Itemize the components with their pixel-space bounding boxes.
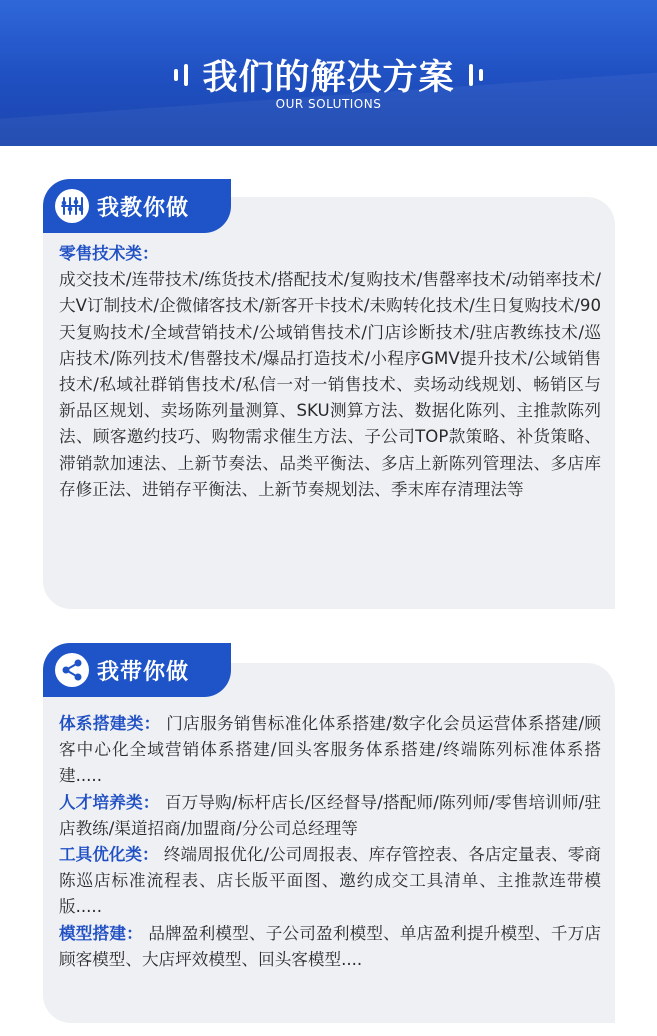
list-item <box>59 921 601 973</box>
title-row <box>0 50 657 100</box>
header-banner <box>0 0 657 146</box>
title-deco-left <box>174 60 188 90</box>
card-lead <box>43 663 615 1023</box>
page-title: 我们的解决方案 <box>202 58 455 98</box>
category-text: 终端周报优化/公司周报表、库存管控表、各店定量表、零商陈巡店标准流程表、店长版平面图、邀约成交工具清单、主推款连带模版..... <box>59 845 601 917</box>
tag-teach-label: 我教你做 <box>97 195 190 221</box>
card-teach-body <box>59 241 601 503</box>
list-item <box>59 711 601 790</box>
tag-teach <box>43 179 231 233</box>
category-label: 模型搭建： <box>59 923 143 943</box>
tag-lead <box>43 643 231 697</box>
list-item <box>59 842 601 921</box>
card-teach <box>43 197 615 609</box>
page-subtitle: OUR SOLUTIONS <box>275 97 382 111</box>
category-text: 成交技术/连带技术/练货技术/搭配技术/复购技术/售罄率技术/动销率技术/大V订制技术/企微储客技术/新客开卡技术/未购转化技术/生日复购技术/90天复购技术/全域营销技术/公域销售技术/门店诊断技术/驻店教练技术/巡店技术/陈列技术/售罄技术/爆品打造技术/小程序GMV提升技术/公域销售技术/私域社群销售技术/私信一对一销售技术、卖场动线规划、畅销区与新品区规划、卖场陈列量测算、SKU测算方法、数据化陈列、主推款陈列法、顾客邀约技巧、购物需求催生方法、子公司TOP款策略、补货策略、滞销款加速法、上新节奏法、品类平衡法、多店上新陈列管理法、多店库存修正法、进销存平衡法、上新节奏规划法、季末库存清理法等 <box>59 270 601 499</box>
network-nodes-icon <box>55 189 89 223</box>
category-label: 工具优化类： <box>59 845 159 865</box>
category-label: 零售技术类： <box>59 244 159 263</box>
share-icon <box>55 653 89 687</box>
category-text: 百万导购/标杆店长/区经督导/搭配师/陈列师/零售培训师/驻店教练/渠道招商/加盟商/分公司总经理等 <box>59 792 602 838</box>
category-text: 门店服务销售标准化体系搭建/数字化会员运营体系搭建/顾客中心化全域营销体系搭建/回头客服务体系搭建/终端陈列标准体系搭建..... <box>59 714 601 786</box>
category-label: 人才培养类： <box>59 792 160 812</box>
category-label: 体系搭建类： <box>59 714 161 733</box>
tag-lead-label: 我带你做 <box>97 659 190 685</box>
card-lead-body <box>59 711 601 973</box>
category-text: 品牌盈利模型、子公司盈利模型、单店盈利提升模型、千万店顾客模型、大店坪效模型、回头客模型.... <box>59 923 602 969</box>
title-deco-right <box>469 60 483 90</box>
list-item <box>59 790 601 842</box>
